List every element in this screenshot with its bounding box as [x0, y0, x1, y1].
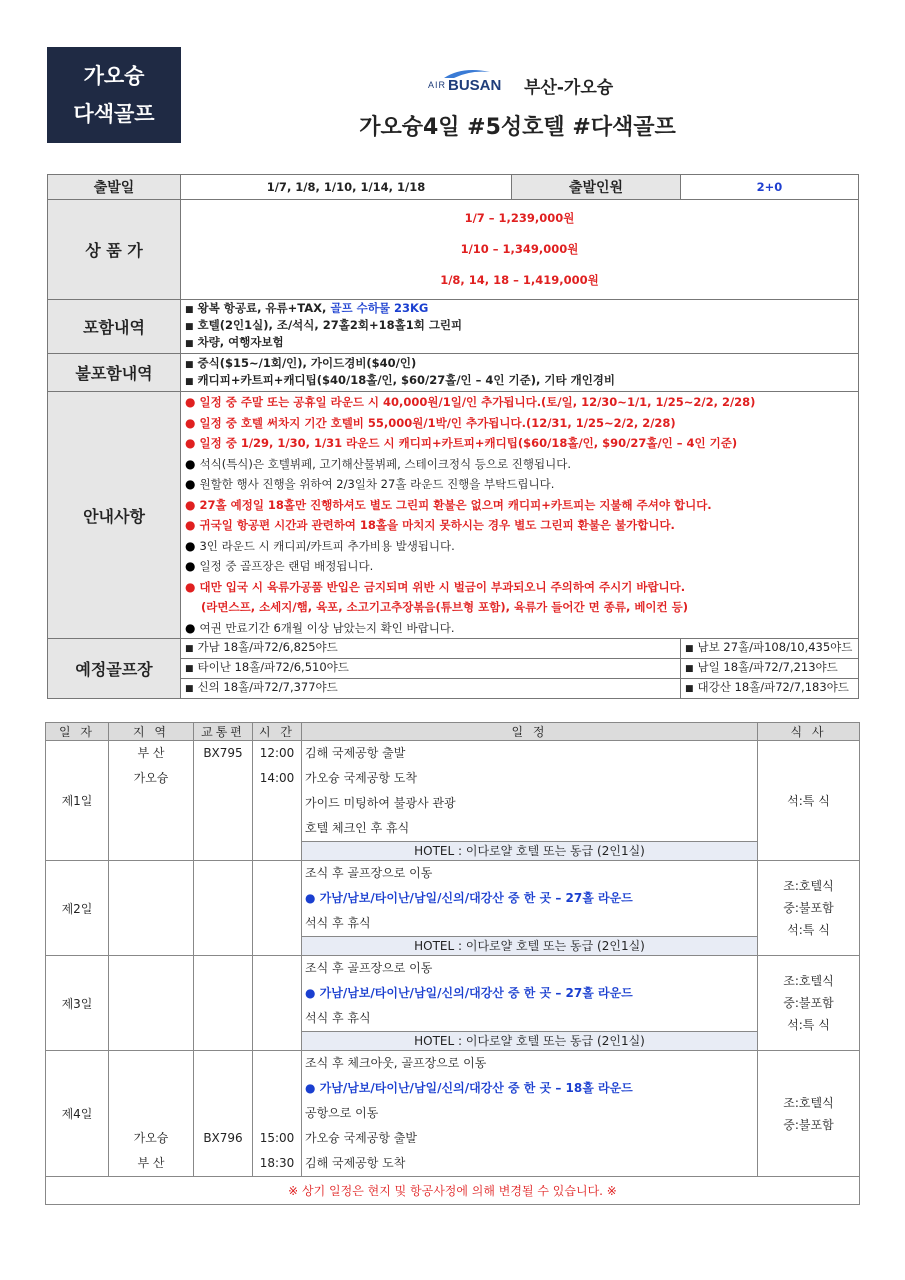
day-row	[46, 861, 860, 956]
day-row	[46, 1051, 860, 1177]
col-header-day: 일 자	[46, 723, 109, 741]
col-header-time: 시 간	[253, 723, 302, 741]
notice-item: ● 27홀 예정일 18홀만 진행하셔도 별도 그린피 환불은 없으며 캐디피+카트피는 지불해 주셔야 합니다.	[185, 497, 712, 512]
meal-cell: 조:호텔식 중:불포함	[758, 1051, 860, 1177]
tag-line-2: 다색골프	[73, 102, 155, 126]
day-label: 제3일	[46, 956, 109, 1051]
bullet-icon: ●	[185, 518, 196, 532]
golf-label: 예정골프장	[48, 639, 181, 699]
day-row	[46, 741, 860, 861]
flight-cell: BX796	[194, 1051, 253, 1177]
meal-cell: 조:호텔식 중:불포함 석:특 식	[758, 861, 860, 956]
included-golf-baggage: 골프 수하물 23KG	[330, 301, 429, 315]
page-title: 가오슝4일 #5성호텔 #다색골프	[359, 115, 676, 140]
itinerary-cell: 김해 국제공항 출발 가오슝 국제공항 도착 가이드 미팅하여 불광사 관광 호텔 체크인 후 휴식 HOTEL : 이다로얄 호텔 또는 동급 (2인1실)	[302, 741, 758, 861]
price-label: 상 품 가	[48, 200, 181, 300]
included-label: 포함내역	[48, 300, 181, 354]
itinerary-cell: 조식 후 골프장으로 이동 ● 가남/남보/타이난/남일/신의/대강산 중 한 곳 – 27홀 라운드 석식 후 휴식 HOTEL : 이다로얄 호텔 또는 동급 (2인1실)	[302, 861, 758, 956]
notice-item: ● 대만 입국 시 육류가공품 반입은 금지되며 위반 시 벌금이 부과되오니 주의하여 주시기 바랍니다.	[185, 579, 686, 594]
bullet-icon: ●	[185, 395, 196, 409]
notice-item: ● 석식(특식)은 호텔뷔페, 고기해산물뷔페, 스테이크정식 등으로 진행됩니다.	[185, 456, 571, 471]
excluded-list: ■ 중식($15~/1회/인), 가이드경비($40/인) ■ 캐디피+카트피+캐디팁($40/18홀/인, $60/27홀/인 – 4인 기준), 기타 개인경비	[181, 354, 859, 392]
notice-item: ● 일정 중 1/29, 1/30, 1/31 라운드 시 캐디피+카트피+캐디팁($60/18홀/인, $90/27홀/인 – 4인 기준)	[185, 436, 738, 450]
included-item: 왕복 항공료, 유류+TAX,	[197, 301, 331, 315]
time-cell: 15:00 18:30	[253, 1051, 302, 1177]
notice-item: ● 3인 라운드 시 캐디피/카트피 추가비용 발생됩니다.	[185, 538, 455, 553]
bullet-icon: ●	[185, 620, 196, 635]
bullet-icon: ●	[185, 456, 196, 471]
notice-item: ● 일정 중 주말 또는 공휴일 라운드 시 40,000원/1일/인 추가됩니다.(토/일, 12/30~1/1, 1/25~2/2, 2/28)	[185, 395, 756, 409]
price-item: 1/7 – 1,239,000원	[464, 211, 575, 225]
col-header-itinerary: 일 정	[302, 723, 758, 741]
departure-dates: 1/7, 1/8, 1/10, 1/14, 1/18	[181, 175, 512, 200]
bullet-icon: ●	[185, 559, 196, 573]
bullet-icon: ●	[185, 415, 196, 430]
day-label: 제2일	[46, 861, 109, 956]
col-header-meals: 식 사	[758, 723, 860, 741]
notice-item: (라면스프, 소세지/햄, 육포, 소고기고추장볶음(튜브형 포함), 육류가 들어간 면 종류, 베이컨 등)	[201, 600, 689, 614]
bullet-icon: ●	[185, 497, 196, 512]
air-busan-logo	[428, 72, 510, 98]
flight-cell: BX795	[194, 741, 253, 861]
region-cell: 가오슝 부 산	[109, 1051, 194, 1177]
itinerary-cell: 조식 후 체크아웃, 골프장으로 이동 ● 가남/남보/타이난/남일/신의/대강산 중 한 곳 – 18홀 라운드 공항으로 이동 가오슝 국제공항 출발 김해 국제공항 도착	[302, 1051, 758, 1177]
hotel-info: HOTEL : 이다로얄 호텔 또는 동급 (2인1실)	[302, 841, 757, 860]
excluded-item: 중식($15~/1회/인), 가이드경비($40/인)	[197, 355, 417, 370]
notice-item: ● 여권 만료기간 6개월 이상 남았는지 확인 바랍니다.	[185, 620, 455, 635]
bullet-icon: ●	[185, 538, 196, 553]
included-item: 차량, 여행자보험	[197, 335, 284, 349]
included-item: 호텔(2인1실), 조/석식, 27홀2회+18홀1회 그린피	[197, 318, 463, 332]
hotel-info: HOTEL : 이다로얄 호텔 또는 동급 (2인1실)	[302, 1031, 757, 1050]
golf-course: ■ 가남 18홀/파72/6,825야드	[181, 639, 681, 659]
notice-list	[181, 392, 859, 639]
golf-course: ■ 타이난 18홀/파72/6,510야드	[181, 659, 681, 679]
header-row	[428, 72, 613, 98]
bullet-icon: ●	[185, 477, 196, 491]
notice-item: ● 귀국일 항공편 시간과 관련하여 18홀을 마치지 못하시는 경우 별도 그린피 환불은 불가합니다.	[185, 518, 675, 532]
price-list	[181, 200, 859, 300]
excluded-item: 캐디피+카트피+캐디팁($40/18홀/인, $60/27홀/인 – 4인 기준), 기타 개인경비	[197, 372, 616, 387]
logo-air-text: AIR	[428, 80, 447, 90]
schedule-footnote: ※ 상기 일정은 현지 및 항공사정에 의해 변경될 수 있습니다. ※	[46, 1177, 860, 1205]
tag-line-1: 가오슝	[83, 64, 145, 88]
itinerary-cell: 조식 후 골프장으로 이동 ● 가남/남보/타이난/남일/신의/대강산 중 한 곳 – 27홀 라운드 석식 후 휴식 HOTEL : 이다로얄 호텔 또는 동급 (2인1실)	[302, 956, 758, 1051]
notice-label: 안내사항	[48, 392, 181, 639]
region-cell: 부 산 가오슝	[109, 741, 194, 861]
notice-item: ● 일정 중 골프장은 랜덤 배정됩니다.	[185, 559, 374, 573]
pax-label: 출발인원	[512, 175, 681, 200]
col-header-region: 지 역	[109, 723, 194, 741]
price-item: 1/10 – 1,349,000원	[460, 242, 579, 256]
excluded-label: 불포함내역	[48, 354, 181, 392]
meal-cell: 석:특 식	[758, 741, 860, 861]
bullet-icon: ●	[185, 579, 196, 594]
departure-label: 출발일	[48, 175, 181, 200]
itinerary-table	[45, 722, 860, 1205]
hotel-info: HOTEL : 이다로얄 호텔 또는 동급 (2인1실)	[302, 936, 757, 955]
day-label: 제4일	[46, 1051, 109, 1177]
product-info-table	[47, 174, 859, 699]
golf-course: ■ 신의 18홀/파72/7,377야드	[181, 679, 681, 699]
col-header-transport: 교통편	[194, 723, 253, 741]
day-row	[46, 956, 860, 1051]
notice-item: ● 일정 중 호텔 써차지 기간 호텔비 55,000원/1박/인 추가됩니다.(12/31, 1/25~2/2, 2/28)	[185, 415, 676, 430]
price-item: 1/8, 14, 18 – 1,419,000원	[440, 273, 599, 287]
included-list: ■ 왕복 항공료, 유류+TAX, 골프 수하물 23KG ■ 호텔(2인1실), 조/석식, 27홀2회+18홀1회 그린피 ■ 차량, 여행자보험	[181, 300, 859, 354]
notice-item: ● 원할한 행사 진행을 위하여 2/3일차 27홀 라운드 진행을 부탁드립니다.	[185, 477, 555, 491]
golf-course: ■ 남일 18홀/파72/7,213야드	[681, 659, 859, 679]
golf-course: ■ 남보 27홀/파108/10,435야드	[681, 639, 859, 659]
meal-cell: 조:호텔식 중:불포함 석:특 식	[758, 956, 860, 1051]
day-label: 제1일	[46, 741, 109, 861]
bullet-icon: ●	[185, 436, 196, 450]
route-text: 부산-가오슝	[524, 77, 614, 98]
logo-busan-text: BUSAN	[448, 77, 502, 94]
time-cell: 12:00 14:00	[253, 741, 302, 861]
pax-value: 2+0	[681, 175, 859, 200]
golf-course: ■ 대강산 18홀/파72/7,183야드	[681, 679, 859, 699]
